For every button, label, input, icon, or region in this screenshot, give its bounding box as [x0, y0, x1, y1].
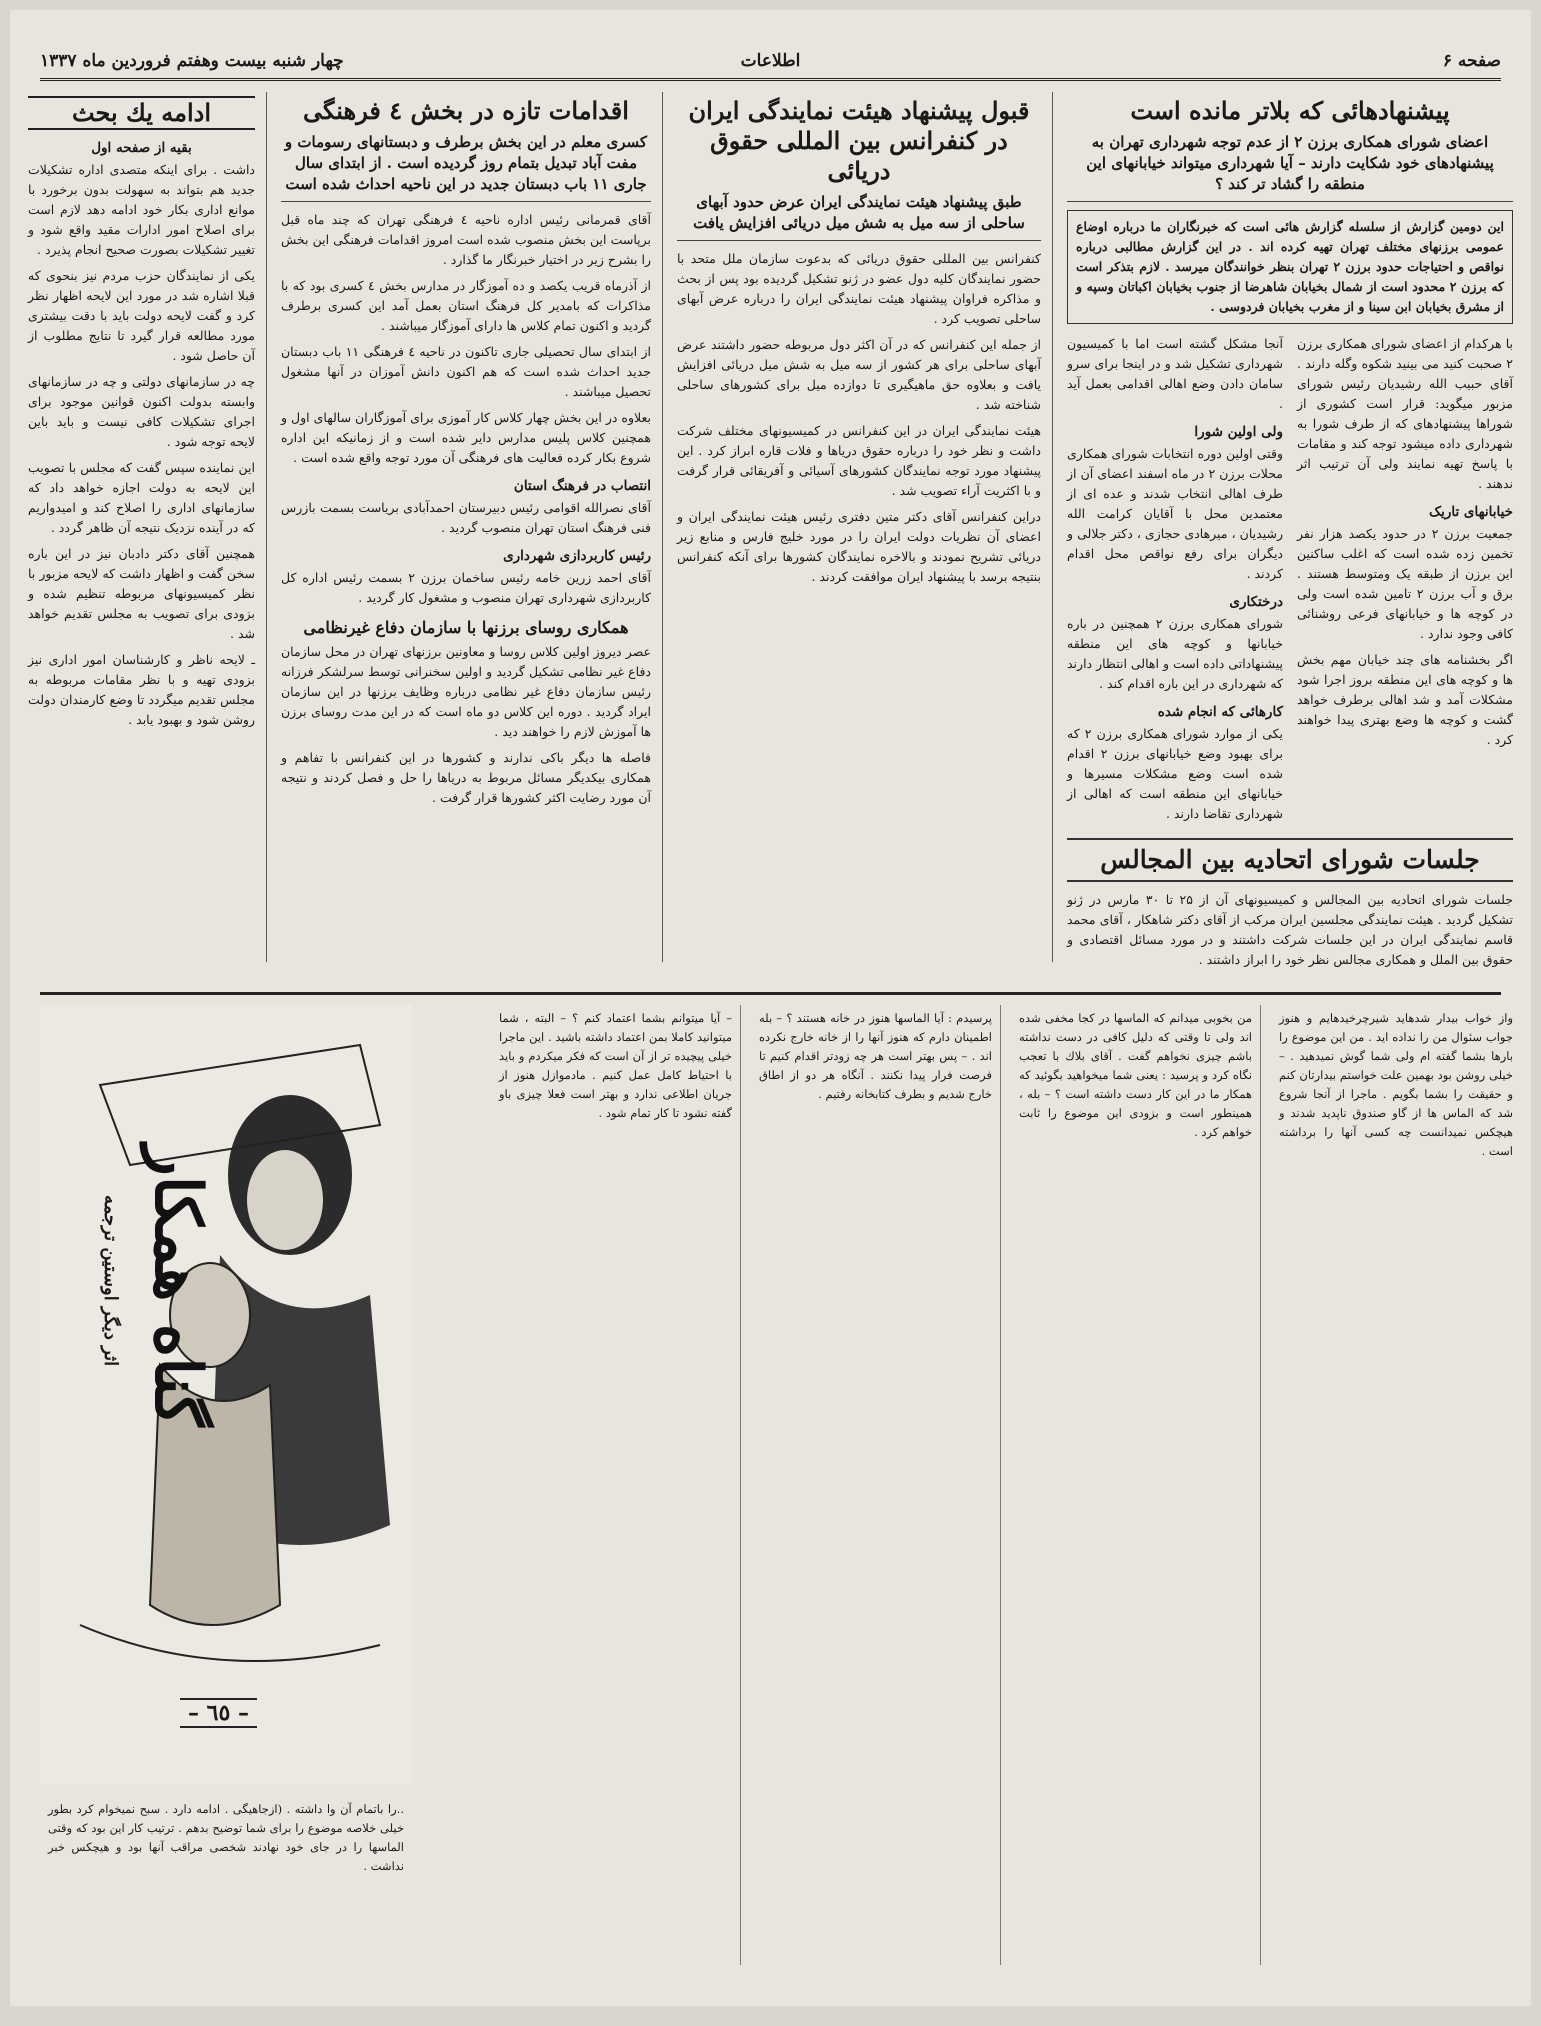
paragraph: فاصله ها دیگر باکی ندارند و کشورها در این کنفرانس با تفاهم و همکاری بیکدیگر مسائل مربوط به دریاها را حل و فصل کردند و نتیجه آن مورد رضایت اکثر کشورها قرار گرفت . [281, 750, 651, 805]
paragraph: از ابتدای سال تحصیلی جاری تاکنون در ناحیه ٤ فرهنگی ۱۱ باب دبستان جدید احداث شده است که هم اکنون دانش آموزان در آنها مشغول تحصیل میباشند . [281, 344, 651, 399]
intro-box: این دومین گزارش از سلسله گزارش هائی است که خبرنگاران ما درباره اوضاع عمومی برزنهای مختلف تهران تهیه کرده اند . در این گزارش مطالبی درباره نواقص و احتیاجات حدود برزن ۲ تهران بنظر خوانندگان میرسد . لازم بتذکر است که برزن ۲ محدود است از شمال بخیابان شاهرضا از جنوب بخیابان اکباتان وسپه و از مشرق بخیابان ابن سینا و از مغرب بخیابان فردوسی . [1067, 210, 1513, 324]
subsection-title: رئیس کاربردازی شهرداری [503, 548, 651, 564]
section-headline: همکاری روسای برزنها با سازمان دفاع غیرنظامی [303, 618, 629, 637]
paragraph: با هرکدام از اعضای شورای همکاری برزن ۲ صحبت کنید می بینید شکوه وگله دارند . آقای حبیب الله رشیدیان رئیس شورای مزبور میگوید: قرار است کشوری از شوراها پیشنهادهای که از طرف شورا به شهرداری داده میشود توجه کند و مقامات با پاسخ تهیه نمایند ولی آن ترتیب اثر ندهند . [1297, 336, 1513, 491]
continuation-note: بقیه از صفحه اول [91, 140, 192, 156]
paragraph: یکی از موارد شورای همکاری برزن ۲ که برای بهبود وضع خیابانهای برزن ۲ اقدام شده است وضع مشکلات مسیرها و خیابانهای این منطقه است که اهالی از شهرداری تقاضا دارند . [1067, 726, 1283, 821]
newspaper-page [10, 10, 1531, 2006]
serial-column: – آیا میتوانم بشما اعتماد کنم ؟ – البته ، شما میتوانید کاملا بمن اعتماد داشته باشید . این ماجرا خیلی پیچیده تر از آن است که فکر میکردم و باید با احتیاط کامل عمل کنیم . مادموازل هنوز از جریان اطلاعی ندارد و بهتر است فعلا چیزی باو گفته نشود تا کار تمام شود . [491, 1005, 741, 1965]
serial-subtitle: اثر دیگر اوستین ترجمه [100, 1195, 121, 1367]
paragraph: از جمله این کنفرانس که در آن اکثر دول مربوطه حضور داشتند عرض آبهای ساحلی برای هر کشور از سه میل به شش میل دریائی افزایش یافت و بعلاوه حق ماهیگیری تا دوازده میل برای کشورهای ساحلی شناخته شد . [677, 337, 1041, 412]
serial-illustration [40, 1005, 412, 1785]
article-subhead: طبق پیشنهاد هیئت نمایندگی ایران عرض حدود آبهای ساحلی از سه میل به شش میل دریائی افزایش یافت [677, 192, 1041, 241]
subsection-title: خیابانهای تاریک [1429, 504, 1513, 520]
issue-date: چهار شنبه بیست وهفتم فروردین ماه ۱۳۳۷ [40, 51, 344, 71]
paragraph: چه در سازمانهای دولتی و چه در سازمانهای وابسته بدولت اکنون قوانین موجود برای اجرای تشکیلات کافی نیست و باید باین لایحه توجه شود . [28, 374, 255, 449]
article-subhead: کسری معلم در این بخش برطرف و دبستانهای رسومات و مفت آباد تبدیل بتمام روز گردیده است . از ابتدای سال جاری ۱۱ باب دبستان جدید در این ناحیه احداث شده است [281, 132, 651, 202]
article-boulevard-proposals [1059, 90, 1521, 970]
subsection-title: ولی اولین شورا [1194, 424, 1283, 440]
subsection-title: انتصاب در فرهنگ استان [513, 478, 651, 494]
article-cultural-district [273, 90, 659, 970]
serial-column: من بخوبی میدانم که الماسها در کجا مخفی شده اند ولی تا وقتی که دلیل کافی در دست نداشته باشم چیزی نخواهم گفت . آقای بلاك با تعجب نگاه کرد و پرسید : یعنی شما میخواهید بگوئید که همکار ما در این کار دست داشته است ؟ – بله ، همینطور است و بزودی این موضوع را ثابت خواهم کرد . [1011, 1005, 1261, 1965]
paragraph: آقای نصرالله اقوامی رئیس دبیرستان احمدآبادی بریاست بسمت بازرس فنی فرهنگ استان تهران منصوب گردید . [281, 500, 651, 535]
page-divider [40, 992, 1501, 995]
article-headline: ادامه یك بحث [28, 96, 255, 130]
page-number: صفحه ۶ [1442, 51, 1501, 71]
paragraph: آقای قمرمانی رئیس اداره ناحیه ٤ فرهنگی تهران که چند ماه قبل برپاست این بخش منصوب شده است امروز اقدامات فرهنگی این بخش را بشرح زیر در اختیار خبرنگار ما گذارد . [281, 212, 652, 267]
column-divider [662, 92, 663, 962]
masthead [40, 44, 1501, 81]
article-maritime-law [669, 90, 1049, 970]
paragraph: دراین کنفرانس آقای دکتر متین دفتری رئیس هیئت نمایندگی ایران و اعضای آن نظریات دولت ایران را در مورد خلیج فارس و منابع زیر دریائی تشریح نمودند و بالاخره نمایندگان کشورها برای آنکه کنفرانس بنتیجه برسد با پیشنهاد ایران موافقت کردند . [677, 509, 1041, 584]
serial-title: گناه همکار [140, 1145, 215, 1427]
paragraph: آقای احمد زرین خامه رئیس ساخمان برزن ۲ بسمت رئیس اداره کل کاربردازی شهرداری تهران منصوب و مشغول کار گردید . [281, 570, 651, 605]
subsection-title: درختکاری [1229, 594, 1283, 610]
parliament-union-headline: جلسات شورای اتحادیه بین المجالس [1067, 838, 1513, 882]
paragraph: شورای همکاری برزن ۲ همچنین در باره خیابانها و کوچه های این منطقه پیشنهاداتی داده است و اهالی انتظار دارند که شهرداری در این باره اقدام کند . [1067, 616, 1283, 691]
paragraph: هیئت نمایندگی ایران در این کنفرانس در کمیسیونهای مختلف شرکت داشت و نظر خود را درباره حقوق دریاها و فلات قاره ابراز کرد . این پیشنهاد مورد توجه نمایندگان کشورهای آسیائی و آفریقائی قرار گرفت و با اکثریت آراء تصویب شد . [677, 423, 1041, 498]
paragraph: همچنین آقای دکتر دادبان نیز در این باره سخن گفت و اظهار داشت که لایحه مزبور با نظر کمیسیونهای مربوطه تنظیم شده و بزودی برای تصویب به مجلس تقدیم خواهد شد . [28, 546, 255, 641]
article-headline: قبول پیشنهاد هیئت نمایندگی ایران در کنفرانس بین المللی حقوق دریائی [688, 96, 1030, 185]
paragraph: ـ لایحه ناظر و کارشناسان امور اداری نیز بزودی تهیه و با نظر مقامات مربوطه به مجلس تقدیم میگردد تا وضع کارمندان دولت روشن شود و بهبود یابد . [28, 652, 255, 727]
article-subhead: اعضای شورای همکاری برزن ۲ از عدم توجه شهرداری تهران به پیشنهادهای خود شکایت دارند – آیا شهرداری میتواند خیابانهای این منطقه را گشاد تر کند ؟ [1067, 132, 1513, 202]
subsection-title: کارهائی که انجام شده [1157, 704, 1283, 720]
newspaper-name: اطلاعات [740, 51, 801, 71]
column-divider [1052, 92, 1053, 962]
illustration-drawing [40, 1005, 412, 1785]
paragraph: جمعیت برزن ۲ در حدود یکصد هزار نفر تخمین زده شده است که اغلب ساکنین این برزن از طبقه یک ومتوسط هستند . برق و آب برزن ۲ تامین شده است ولی در کوچه ها و خیابانهای فرعی روشنائی کافی وجود ندارد . [1297, 526, 1514, 641]
paragraph: از آذرماه قریب یکصد و ده آموزگار در مدارس بخش ٤ کسری بود که با مذاکرات که بامدیر کل فرهنگ استان بعمل آمد این کسری برطرف گردید و اکنون تمام کلاس ها دارای آموزگار میباشند . [281, 278, 651, 333]
article-headline: پیشنهادهائی که بلاتر مانده است [1130, 96, 1450, 125]
paragraph: این نماینده سپس گفت که مجلس با تصویب این لایحه به دولت اجازه خواهد داد که سازمانهای اداری را اصلاح کند و امیدواریم که در آینده نزدیک نتیجه آن ظاهر گردد . [28, 460, 255, 535]
paragraph: آنجا مشکل گشته است اما با کمیسیون شهرداری تشکیل شد و در اینجا برای سرو سامان دادن وضع اهالی اقدامی بعمل آید . [1067, 336, 1283, 411]
paragraph: عصر دیروز اولین کلاس روسا و معاونین برزنهای تهران در محل سازمان دفاع غیر نظامی تشکیل گردید و اولین سخنرانی توسط سرلشکر فرزانه رئیس سازمان دفاع غیر نظامی درباره وظایف برزنها در این سازمان ایراد گردید . دوره این کلاس دو ماه است که در این مدت روسای برزن ها آموزش لازم را خواهند دید . [281, 644, 651, 739]
article-continuation [20, 90, 263, 970]
paragraph: یکی از نمایندگان حزب مردم نیز بنحوی که قبلا اشاره شد در مورد این لایحه اظهار نظر کرد و گفت لایحه دولت باید با دقت بیشتری مورد مطالعه قرار گیرد تا نتایج مطلوب از آن حاصل شود . [28, 268, 255, 363]
paragraph: وقتی اولین دوره انتخابات شورای همکاری محلات برزن ۲ در ماه اسفند اعضای آن از طرف اهالی انتخاب شدند و عده ای از معتمدین محل با آقایان کرامت الله رشیدیان ، میرهادی حجازی ، دکتر جلالی و دیگران برای رفع نواقص محل اقدام کردند . [1067, 446, 1283, 581]
paragraph: جلسات شورای اتحادیه بین المجالس و کمیسیونهای آن از ۲۵ تا ۳۰ مارس در ژنو تشکیل گردید . هیئت نمایندگی مجلسین ایران مرکب از آقای دکتر شاهکار ، آقای محمد قاسم نمایندگی ایران در این جلسات شرکت داشتند و در مورد مسائل اقتصادی و حقوق بین الملل و همکاری مجالس نظر خود را ابراز داشتند . [1067, 892, 1514, 967]
article-headline: اقدامات تازه در بخش ٤ فرهنگی [303, 96, 629, 125]
paragraph: کنفرانس بین المللی حقوق دریائی که بدعوت سازمان ملل متحد با حضور نمایندگان کلیه دول عضو در ژنو تشکیل گردیده بود پس از بحث و مذاکره فراوان پیشنهاد هیئت نمایندگی ایران را درباره عرض آبهای ساحلی تصویب کرد . [677, 251, 1041, 326]
serial-episode-number: – ٦٥ – [180, 1698, 257, 1728]
paragraph: بعلاوه در این بخش چهار کلاس کار آموزی برای آموزگاران سالهای اول و همچنین کلاس پلیس مدارس دایر شده است و از زمانیکه این اداره شروع بکار کرده فعالیت های فرهنگی آن مورد توجه واقع شده است . [281, 410, 651, 465]
serial-column: واز خواب بیدار شدهاید شیرچرخیدهایم و هنوز جواب سئوال من را نداده اید . من این موضوع را بارها بشما گفته ام ولی شما گوش نمیدهید . – خیلی روشن بود بهمین علت خواستم بیدارتان کنم و حقیقت را بشما بگویم . ماجرا از آنجا شروع شد که الماس ها از گاو صندوق ناپدید شدند و هیچکس نمیدانست چه کسی آنها را برداشته است . [1279, 1011, 1513, 1158]
paragraph: داشت . برای اینکه متصدی اداره تشکیلات جدید هم بتواند به سهولت بدون برخورد با موانع اداری بکار خود ادامه دهد لازم است برای اصلاح امور ادارات مقید واقع شود و تغییر تشکیلات بصورت صحیح انجام پذیرد . [28, 162, 255, 257]
serial-column: پرسیدم : آیا الماسها هنوز در خانه هستند ؟ – بله اطمینان دارم که هنوز آنها را از خانه خارج نکرده اند . – پس بهتر است هر چه زودتر اقدام کنیم تا فرصت فرار پیدا نکنند . آنگاه هر دو از اطاق خارج شدیم و بطرف کتابخانه رفتیم . [751, 1005, 1001, 1965]
paragraph: اگر بخشنامه های چند خیابان مهم بخش ها و کوچه های این منطقه بروز اجرا شود مشکلات آمد و شد اهالی برطرف خواهد گشت و کوچه ها وضع بهتری پیدا خواهند کرد . [1297, 652, 1513, 747]
column-divider [266, 92, 267, 962]
serial-column: ..را باتمام آن وا داشته . (ازجاهیگی . ادامه دارد . سبح نمیخوام کرد بطور خیلی خلاصه موضوع را برای شما توضیح بدهم . ترتیب کار این بود که وقتی الماسها را در جای خود نهادند شخصی مراقب آنها بود و هیچکس خبر نداشت . [48, 1802, 404, 1873]
